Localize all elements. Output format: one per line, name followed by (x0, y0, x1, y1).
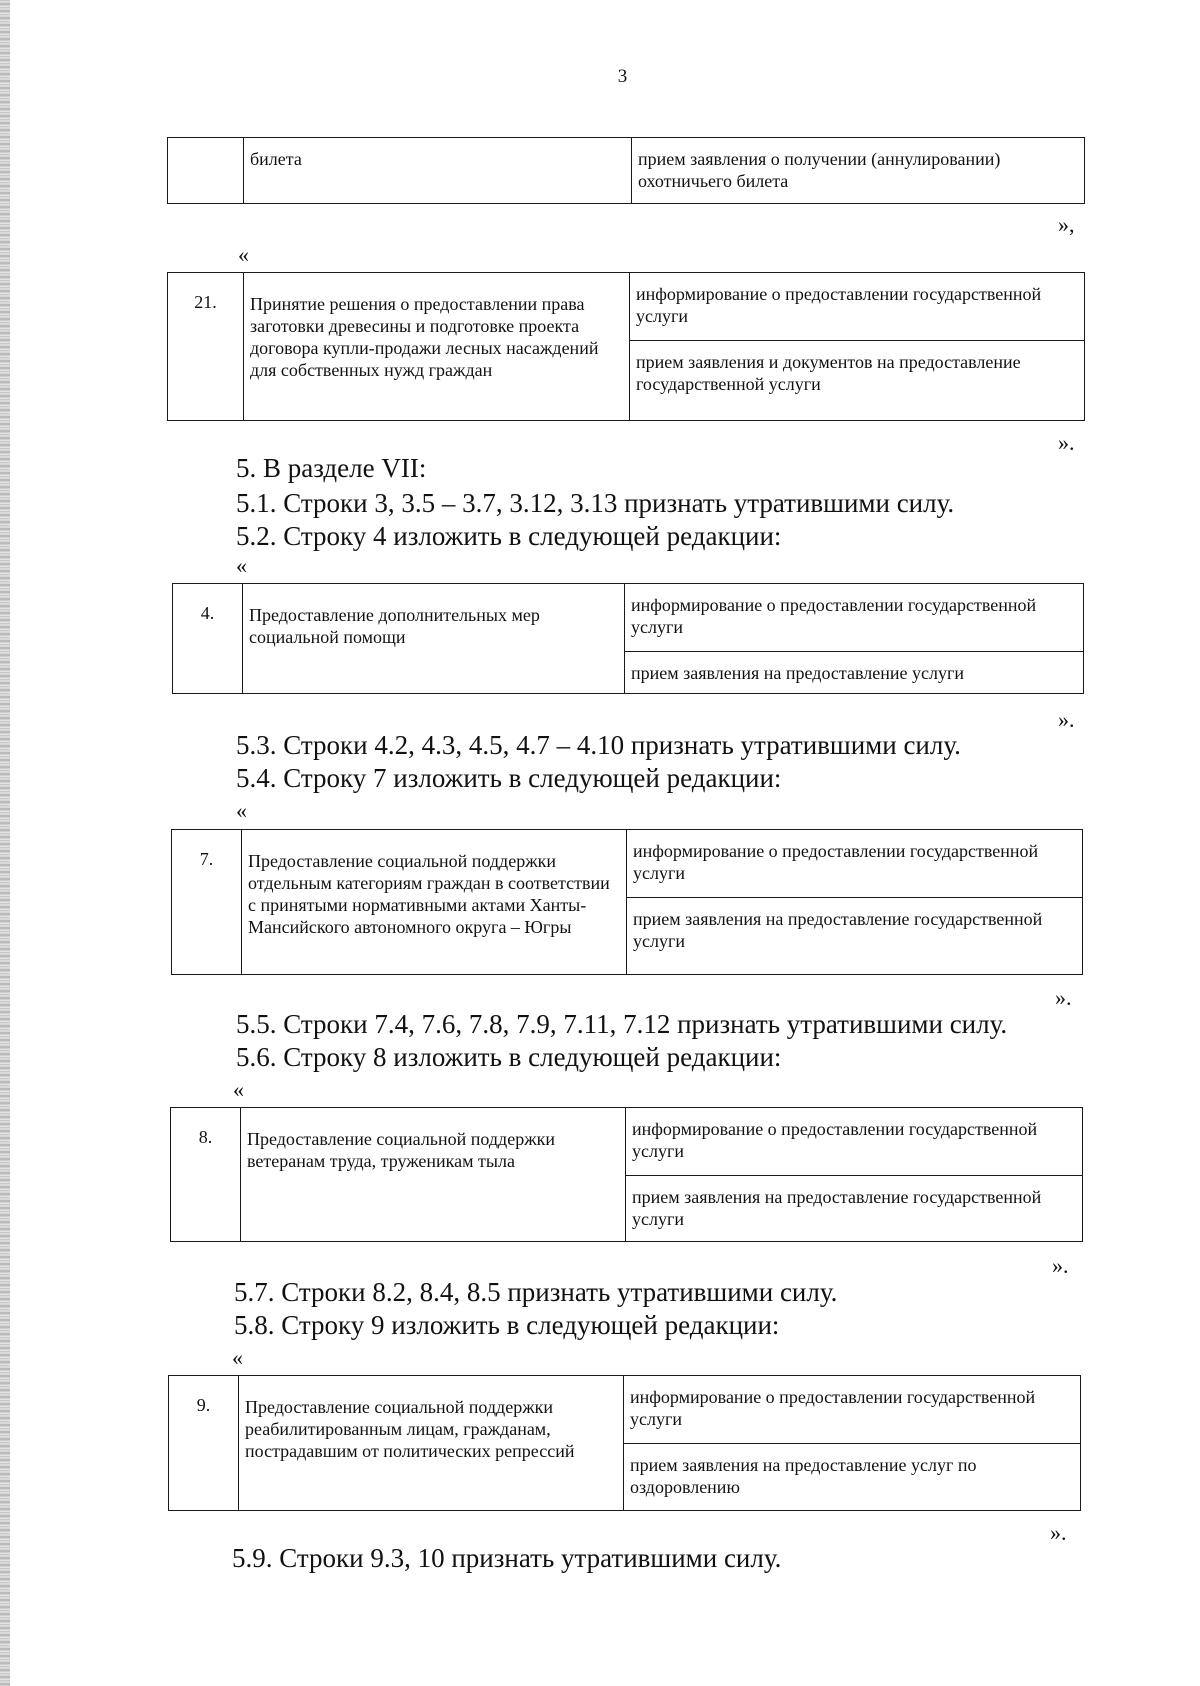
row-number (168, 138, 244, 204)
closing-quote: », (1058, 212, 1075, 237)
paragraph: 5.2. Строку 4 изложить в следующей редакции: (236, 521, 782, 551)
service-name: Принятие решения о предоставлении права заготовки древесины и подготовке проекта договора купли-продажи лесных насаждений для собственных нужд граждан (244, 273, 630, 421)
paragraph: 5.1. Строки 3, 3.5 – 3.7, 3.12, 3.13 признать утратившими силу. (236, 488, 955, 518)
service-item: информирование о предоставлении государственной услуги (630, 273, 1085, 341)
service-item: информирование о предоставлении государственной услуги (627, 830, 1083, 898)
service-name: Предоставление дополнительных мер социальной помощи (243, 584, 625, 694)
paragraph: 5.7. Строки 8.2, 8.4, 8.5 признать утратившими силу. (234, 1277, 838, 1307)
table-row (169, 1376, 1081, 1444)
service-item: прием заявления на предоставление услуги (625, 652, 1084, 694)
table-row (168, 138, 1085, 204)
table-row (168, 273, 1085, 341)
opening-quote: « (236, 553, 247, 578)
page-number: 3 (617, 66, 628, 87)
service-item: информирование о предоставлении государственной услуги (624, 1376, 1081, 1444)
closing-quote: ». (1055, 985, 1072, 1010)
paragraph: 5.5. Строки 7.4, 7.6, 7.8, 7.9, 7.11, 7.12 признать утратившими силу. (236, 1009, 1008, 1039)
row-number: 8. (171, 1108, 241, 1242)
row-number: 4. (173, 584, 243, 694)
paragraph: 5.9. Строки 9.3, 10 признать утратившими силу. (232, 1543, 782, 1573)
row-number: 7. (172, 830, 242, 975)
table-continuation (167, 137, 1085, 204)
paragraph: 5.4. Строку 7 изложить в следующей редакции: (236, 763, 782, 793)
row-number: 9. (169, 1376, 239, 1511)
table-row (171, 1108, 1083, 1176)
opening-quote: « (238, 242, 249, 267)
opening-quote: « (232, 1345, 243, 1370)
service-name: Предоставление социальной поддержки реабилитированным лицам, гражданам, пострадавшим от политических репрессий (239, 1376, 624, 1511)
opening-quote: « (236, 798, 247, 823)
table-row-7 (171, 829, 1083, 975)
table-row-21 (167, 272, 1085, 421)
closing-quote: ». (1052, 1253, 1069, 1278)
service-item: прием заявления на предоставление государственной услуги (626, 1176, 1083, 1242)
service-item: информирование о предоставлении государственной услуги (626, 1108, 1083, 1176)
row-number: 21. (168, 273, 244, 421)
service-name: билета (244, 138, 632, 204)
scan-edge (0, 0, 10, 1686)
table-row-8 (170, 1107, 1083, 1242)
closing-quote: ». (1050, 1520, 1067, 1545)
service-name: Предоставление социальной поддержки отдельным категориям граждан в соответствии с принятыми нормативными актами Ханты-Мансийского автономного округа – Югры (242, 830, 627, 975)
table-row-9 (168, 1375, 1081, 1511)
paragraph: 5. В разделе VII: (236, 453, 427, 483)
table-row (173, 584, 1084, 652)
paragraph: 5.8. Строку 9 изложить в следующей редакции: (234, 1310, 780, 1340)
closing-quote: ». (1058, 430, 1075, 455)
paragraph: 5.3. Строки 4.2, 4.3, 4.5, 4.7 – 4.10 признать утратившими силу. (236, 730, 961, 760)
paragraph: 5.6. Строку 8 изложить в следующей редакции: (236, 1042, 782, 1072)
table-row (172, 830, 1083, 898)
service-item: информирование о предоставлении государственной услуги (625, 584, 1084, 652)
service-item: прием заявления о получении (аннулировании) охотничьего билета (632, 138, 1085, 204)
service-name: Предоставление социальной поддержки ветеранам труда, труженикам тыла (241, 1108, 626, 1242)
service-item: прием заявления на предоставление государственной услуги (627, 898, 1083, 975)
table-row-4 (172, 583, 1084, 694)
service-item: прием заявления и документов на предоставление государственной услуги (630, 341, 1085, 421)
service-item: прием заявления на предоставление услуг по оздоровлению (624, 1444, 1081, 1511)
closing-quote: ». (1058, 707, 1075, 732)
opening-quote: « (233, 1077, 244, 1102)
